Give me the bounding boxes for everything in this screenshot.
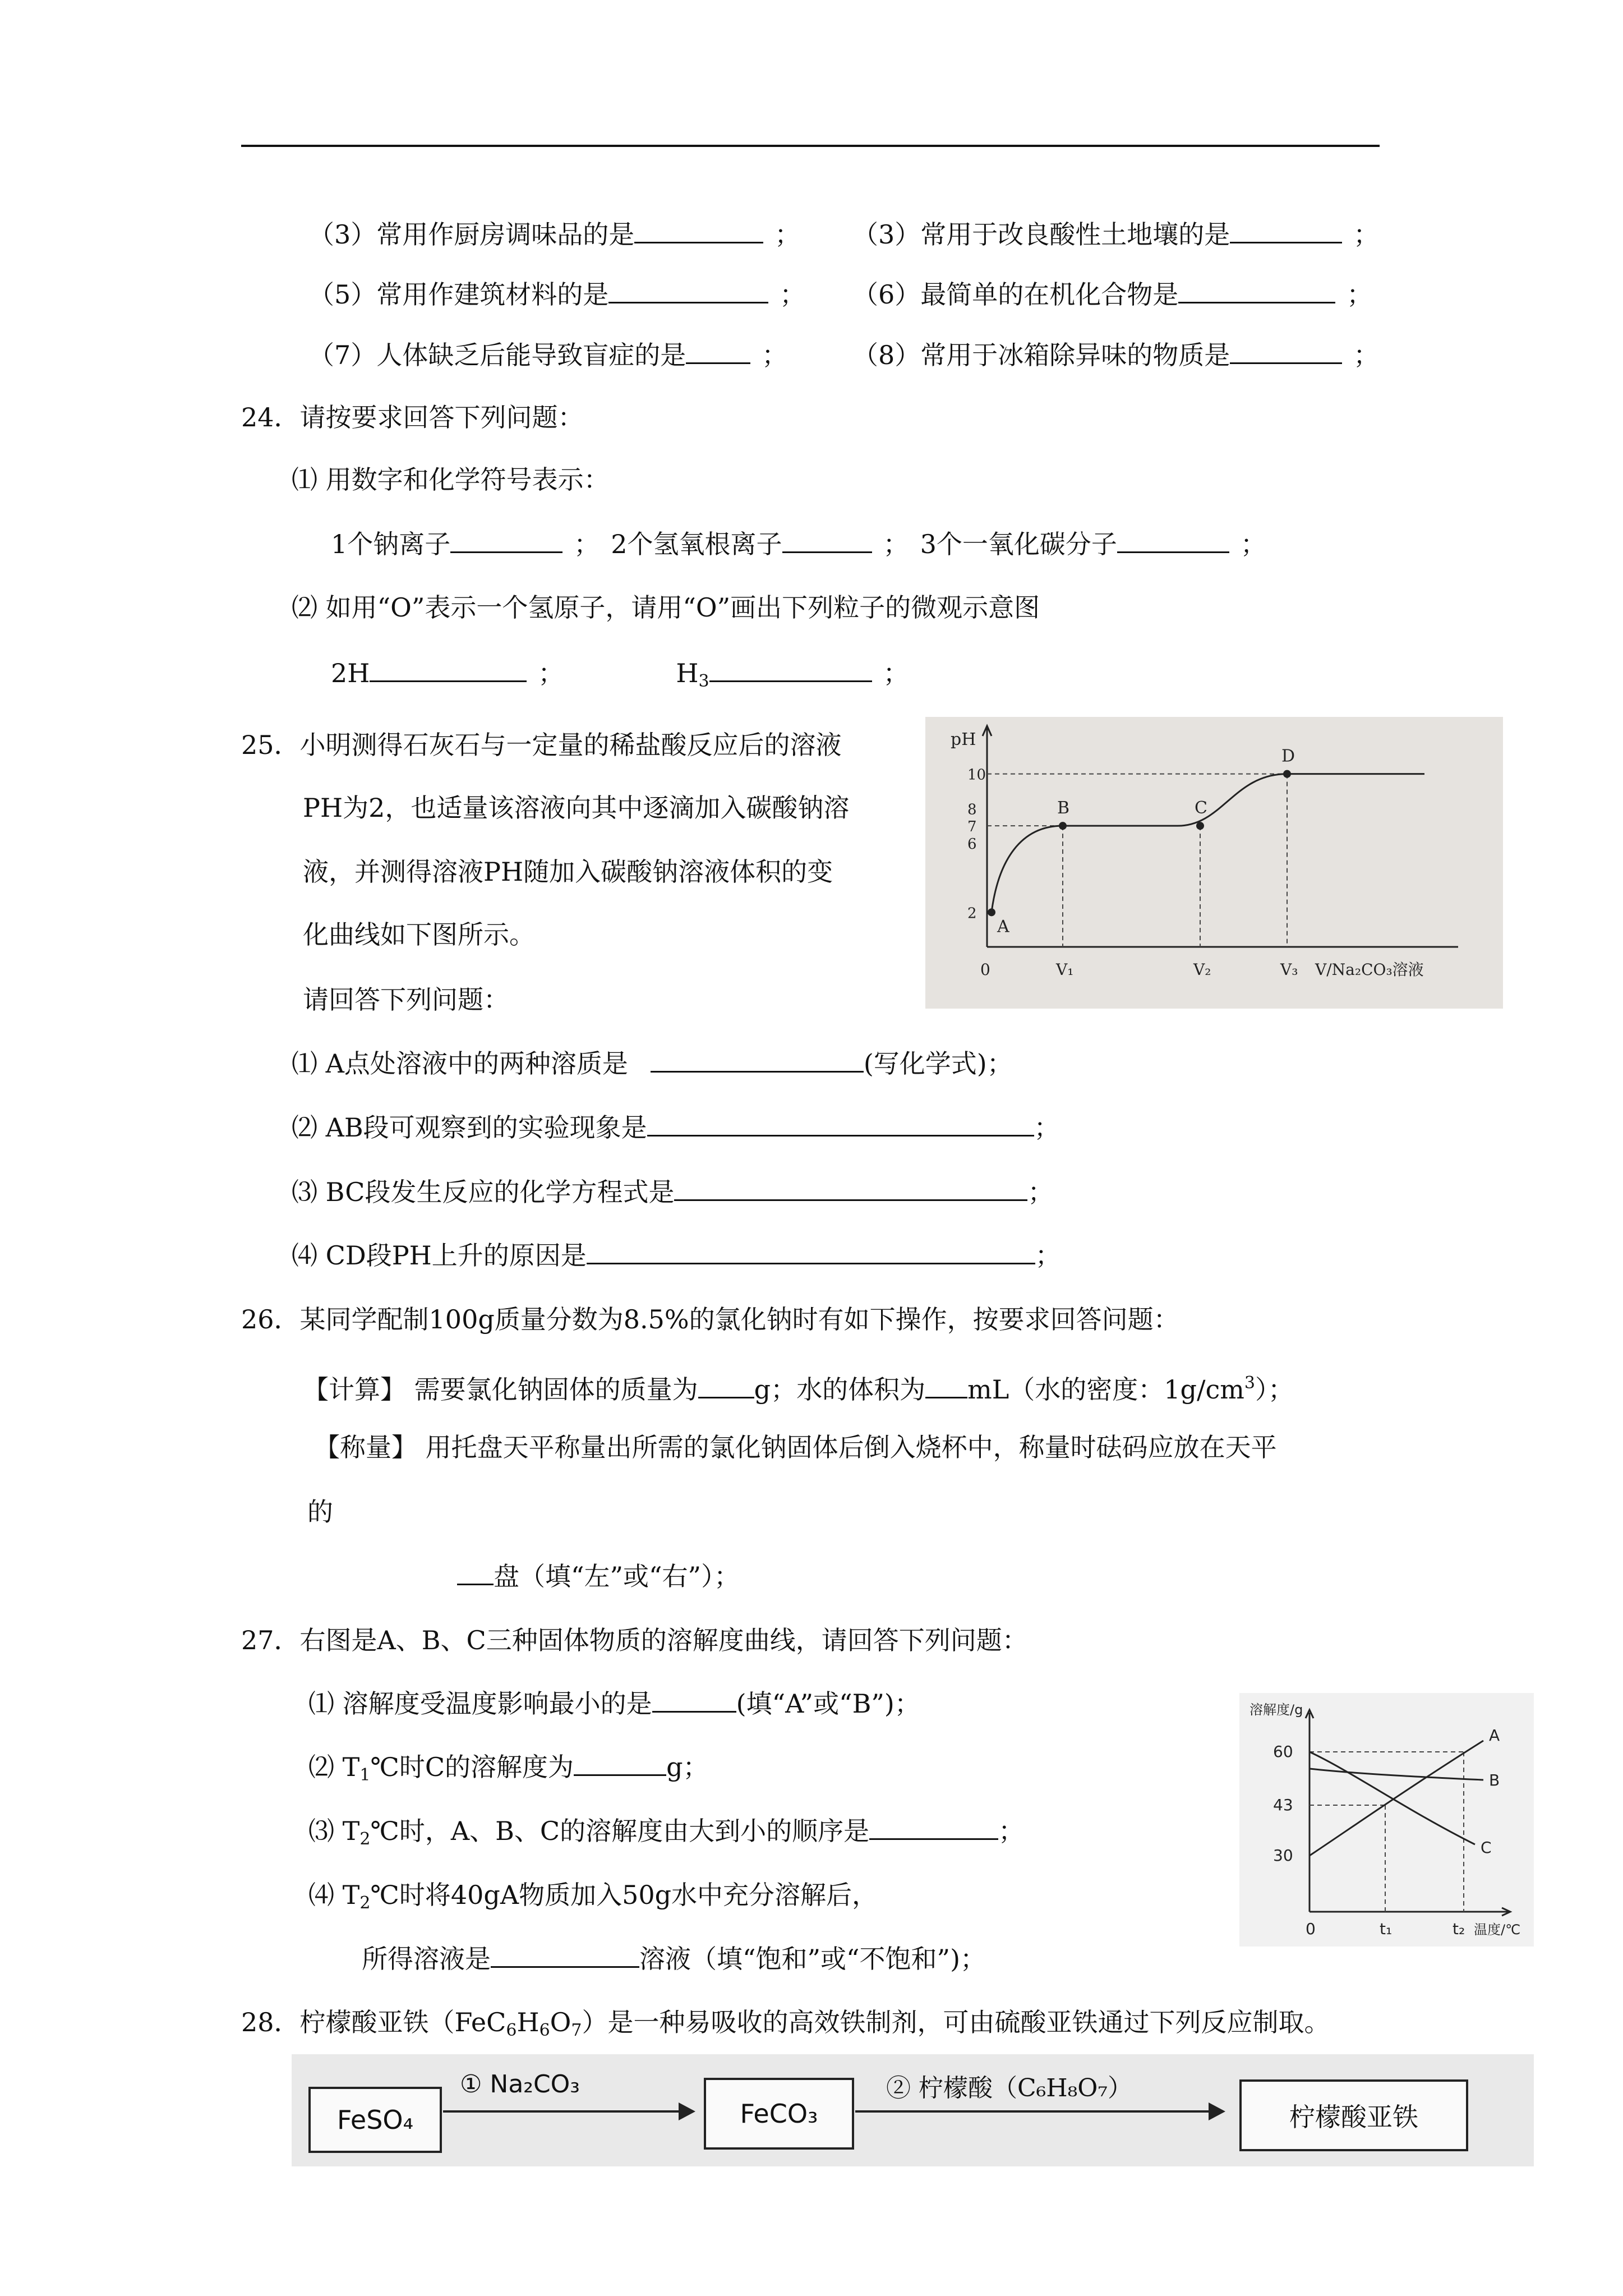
q24-part2: ⑵ 如用“O”表示一个氢原子，请用“O”画出下列粒子的微观示意图: [292, 592, 1040, 623]
curve-c: [1310, 1752, 1475, 1844]
x-tick-label: V₂: [1193, 960, 1211, 979]
curve-label: B: [1489, 1771, 1500, 1789]
ph-chart-svg: [925, 717, 1503, 1009]
solubility-graph-svg: [1239, 1693, 1534, 1947]
q25-s4: ⑷ CD段PH上升的原因是 ；: [292, 1240, 1061, 1271]
y-tick-label: 10: [967, 766, 986, 784]
point-label: C: [1195, 798, 1207, 818]
q27-s3: ⑶ $T_2℃$时，A、B、C的溶解度由大到小的顺序是 ；: [308, 1816, 1025, 1849]
answer-blank[interactable]: [674, 1177, 1027, 1201]
y-tick: 60: [1273, 1742, 1293, 1761]
q27-s2: ⑵ $T_1℃$时C的溶解度为 g；: [308, 1752, 709, 1785]
point-label: A: [997, 917, 1009, 937]
flow-arrow-1: [443, 2110, 684, 2113]
x-tick-label: V₁: [1056, 960, 1074, 979]
data-point: [1059, 822, 1067, 830]
q24-title: 24．请按要求回答下列问题：: [241, 402, 584, 432]
answer-blank[interactable]: [1230, 340, 1342, 364]
y-tick-label: 8: [967, 801, 977, 818]
curve-a: [1310, 1741, 1483, 1856]
flow-step2-label: ② 柠檬酸（C₆H₈O₇）: [886, 2074, 1133, 2102]
q27-title: 27．右图是A、B、C三种固体物质的溶解度曲线，请回答下列问题：: [241, 1625, 1028, 1655]
x-axis-label: V/Na₂CO₃溶液: [1315, 960, 1424, 979]
q25-s3: ⑶ BC段发生反应的化学方程式是 ；: [292, 1177, 1054, 1207]
q24-part2-items: 2H ； $H_3$ ；: [331, 658, 909, 691]
reaction-flow: [292, 2054, 1534, 2166]
q26-calc: 【计算】 需要氯化钠固体的质量为 g；水的体积为 mL（水的密度：$1g/cm^3$）；: [303, 1373, 1294, 1405]
data-point: [1196, 822, 1204, 830]
x-tick-label: V₃: [1280, 960, 1298, 979]
q23-item-7: （7）人体缺乏后能导致盲症的是 ；: [308, 340, 788, 370]
q27-s4: ⑷ $T_2℃$时将40gA物质加入50g水中充分溶解后，: [308, 1880, 878, 1913]
q26-weigh-pan: 盘（填“左”或“右”）；: [457, 1559, 740, 1593]
q27-s1: ⑴ 溶解度受温度影响最小的是 (填“A”或“B”)；: [308, 1688, 920, 1719]
q25-line5: 请回答下列问题：: [303, 984, 509, 1015]
q27-s5: 所得溶液是 溶液（填“饱和”或“不饱和”)；: [362, 1944, 986, 1974]
flow-arrowhead-1: [679, 2102, 695, 2120]
graph-xlabel: 温度/℃: [1474, 1922, 1521, 1938]
q25-line2: PH为2，也适量该溶液向其中逐滴加入碳酸钠溶: [303, 793, 850, 823]
answer-blank[interactable]: [574, 1752, 666, 1776]
answer-blank[interactable]: [698, 1374, 754, 1398]
q23-item-3b: （3）常用于改良酸性土地壤的是 ；: [852, 219, 1380, 250]
q26-weigh-de: 的: [307, 1497, 333, 1527]
q23-item-5: （5）常用作建筑材料的是 ；: [308, 279, 806, 310]
flow-box-product: 柠檬酸亚铁: [1239, 2079, 1468, 2151]
q23-item-6: （6）最简单的在机化合物是 ；: [852, 279, 1373, 310]
flow-arrowhead-2: [1209, 2102, 1225, 2120]
header-rule: [241, 145, 1380, 147]
answer-blank[interactable]: [709, 658, 872, 682]
answer-blank[interactable]: [686, 340, 750, 364]
q26-weigh: 【称量】 用托盘天平称量出所需的氯化钠固体后倒入烧杯中，称量时砝码应放在天平: [314, 1432, 1277, 1462]
flow-step1-label: ① Na₂CO₃: [460, 2070, 580, 2099]
point-label: B: [1057, 798, 1070, 818]
answer-blank[interactable]: [869, 1816, 998, 1840]
curve-label: A: [1489, 1726, 1500, 1745]
answer-blank[interactable]: [1178, 279, 1335, 303]
ph-curve: [992, 774, 1424, 913]
y-tick-label: 7: [967, 818, 977, 836]
flow-box-feso4: FeSO₄: [308, 2087, 442, 2153]
q24-part1-items: 1个钠离子 ； 2个氢氧根离子 ； 3个一氧化碳分子 ；: [331, 529, 1266, 559]
flow-box-feco3: FeCO₃: [704, 2078, 854, 2150]
q23-item-8: （8）常用于冰箱除异味的物质是 ；: [852, 340, 1380, 370]
answer-blank[interactable]: [491, 1944, 639, 1968]
x-tick: t₂: [1453, 1920, 1465, 1938]
x-tick: 0: [1306, 1920, 1316, 1938]
answer-blank[interactable]: [457, 1561, 494, 1585]
data-point: [988, 908, 995, 916]
y-tick: 43: [1273, 1796, 1293, 1814]
answer-blank[interactable]: [647, 1112, 1034, 1137]
q25-line3: 液，并测得溶液PH随加入碳酸钠溶液体积的变: [303, 857, 833, 887]
curve-label: C: [1481, 1838, 1492, 1857]
answer-blank[interactable]: [1117, 529, 1229, 553]
answer-blank[interactable]: [925, 1374, 967, 1398]
data-point: [1283, 770, 1291, 778]
answer-blank[interactable]: [782, 529, 872, 553]
answer-blank[interactable]: [651, 1048, 864, 1073]
point-label: D: [1281, 746, 1295, 766]
y-tick-label: 2: [967, 905, 977, 922]
x-tick: t₁: [1380, 1920, 1393, 1938]
q25-s2: ⑵ AB段可观察到的实验现象是 ；: [292, 1112, 1060, 1143]
y-tick: 30: [1273, 1846, 1293, 1865]
q28-intro: 28．柠檬酸亚铁$(FeC_6H_6O_7)$是一种易吸收的高效铁制剂，可由硫酸亚铁通过下列反应制取。: [241, 2007, 1330, 2040]
answer-blank[interactable]: [587, 1240, 1035, 1264]
ph-chart: [925, 717, 1503, 1009]
solubility-graph: [1239, 1693, 1534, 1947]
y-axis-label: pH: [951, 730, 976, 749]
x-tick-label: 0: [980, 960, 990, 979]
answer-blank[interactable]: [608, 279, 768, 303]
answer-blank[interactable]: [1230, 219, 1342, 243]
curve-b: [1310, 1769, 1483, 1780]
q23-item-3a: （3）常用作厨房调味品的是 ；: [308, 219, 801, 250]
q25-line1: 25．小明测得石灰石与一定量的稀盐酸反应后的溶液: [241, 730, 842, 760]
answer-blank[interactable]: [450, 529, 562, 553]
q26-title: 26．某同学配制100g质量分数为8.5%的氯化钠时有如下操作，按要求回答问题：: [241, 1304, 1179, 1335]
answer-blank[interactable]: [370, 658, 527, 682]
graph-ylabel: 溶解度/g: [1249, 1702, 1303, 1718]
q25-line4: 化曲线如下图所示。: [303, 919, 535, 950]
answer-blank[interactable]: [634, 219, 763, 243]
q25-s1: ⑴ A点处溶液中的两种溶质是 (写化学式)；: [292, 1048, 1013, 1079]
q24-part1: ⑴ 用数字和化学符号表示：: [292, 464, 610, 495]
flow-arrow-2: [855, 2110, 1214, 2113]
y-tick-label: 6: [967, 836, 977, 853]
answer-blank[interactable]: [652, 1688, 736, 1713]
